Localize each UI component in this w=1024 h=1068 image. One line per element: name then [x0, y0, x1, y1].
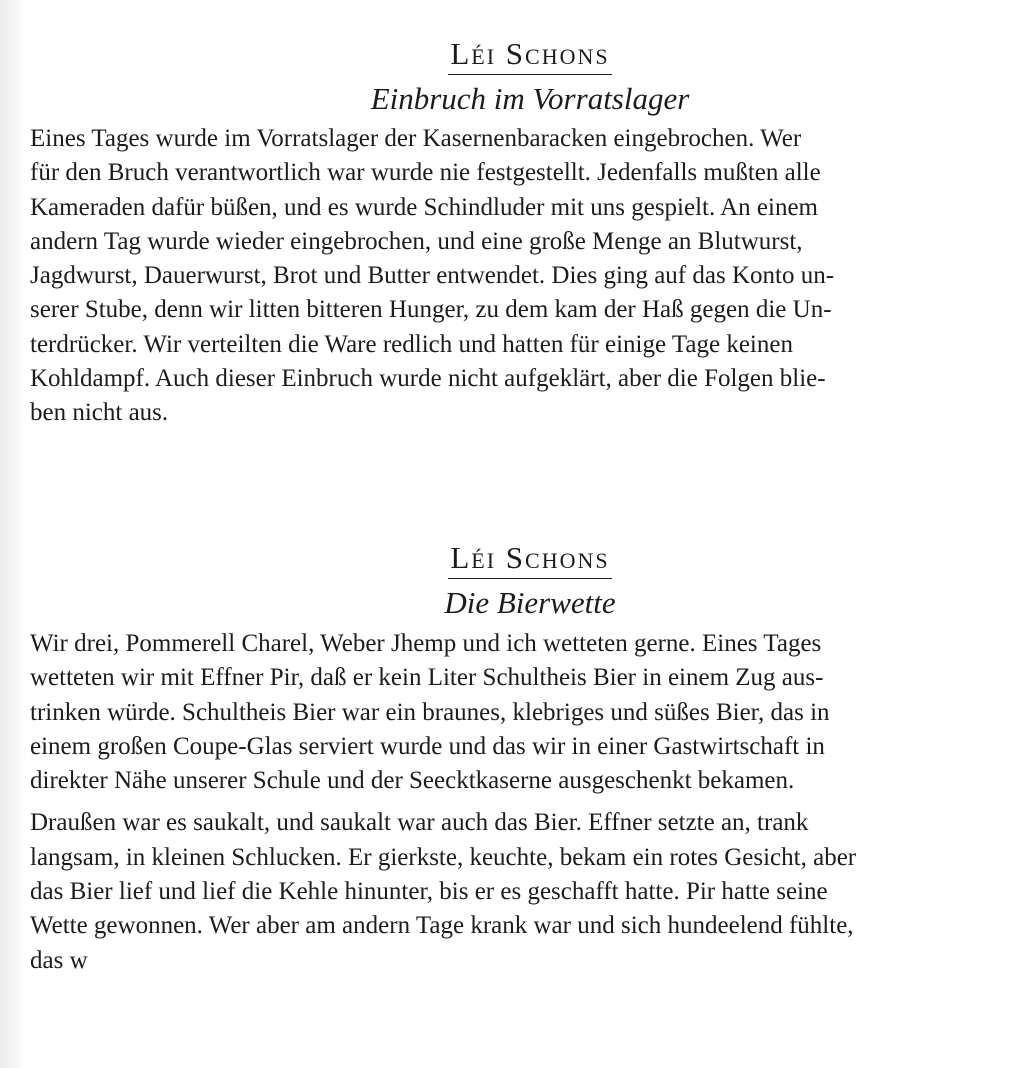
text-line: ben nicht aus. — [30, 399, 169, 427]
story-title: Einbruch im Vorratslager — [370, 81, 690, 116]
text-line: terdrücker. Wir verteilten die Ware redlich und hatten für einige Tage keinen — [30, 330, 793, 358]
text-line: das w — [30, 946, 88, 974]
text-line: trinken würde. Schultheis Bier war ein braunes, klebriges und süßes Bier, das in — [30, 698, 830, 726]
text-line: Eines Tages wurde im Vorratslager der Kasernenbaracken eingebrochen. Wer — [30, 125, 802, 152]
text-line: Kohldampf. Auch dieser Einbruch wurde nicht aufgeklärt, aber die Folgen blie- — [30, 365, 826, 393]
story-einbruch — [30, 36, 1024, 431]
story-paragraph — [30, 806, 1024, 977]
text-line: langsam, in kleinen Schlucken. Er gierkste, keuchte, bekam ein rotes Gesicht, aber — [30, 843, 857, 871]
text-line: serer Stube, denn wir litten bitteren Hunger, zu dem kam der Haß gegen die Un- — [30, 296, 832, 324]
text-line: Jagdwurst, Dauerwurst, Brot und Butter entwendet. Dies ging auf das Konto un- — [30, 262, 835, 290]
page-edge-shadow — [0, 0, 26, 1068]
story-bierwette — [30, 540, 1024, 978]
story-paragraph — [30, 122, 1024, 431]
text-line: einem großen Coupe-Glas serviert wurde und das wir in einer Gastwirtschaft in — [30, 732, 825, 760]
text-line: wetteten wir mit Effner Pir, daß er kein Liter Schultheis Bier in einem Zug aus- — [30, 664, 824, 692]
story-author — [30, 36, 1024, 75]
text-line: Wette gewonnen. Wer aber am andern Tage krank war und sich hundeelend fühlte, — [30, 912, 854, 940]
text-line: das Bier lief und lief die Kehle hinunter, bis er es geschafft hatte. Pir hatte seine — [30, 878, 828, 906]
story-title: Die Bierwette — [444, 585, 616, 620]
story-author — [30, 540, 1024, 579]
text-line: Wir drei, Pommerell Charel, Weber Jhemp und ich wetteten gerne. Eines Tages — [30, 630, 822, 657]
text-line: andern Tag wurde wieder eingebrochen, und eine große Menge an Blutwurst, — [30, 227, 803, 255]
text-line: für den Bruch verantwortlich war wurde nie festgestellt. Jedenfalls mußten alle — [30, 159, 821, 187]
author-name: Léi Schons — [448, 540, 611, 579]
story-paragraph — [30, 627, 1024, 798]
author-name: Léi Schons — [448, 36, 611, 75]
text-line: direkter Nähe unserer Schule und der Seecktkaserne ausgeschenkt bekamen. — [30, 767, 795, 795]
text-line: Draußen war es saukalt, und saukalt war auch das Bier. Effner setzte an, trank — [30, 809, 809, 837]
text-line: Kameraden dafür büßen, und es wurde Schindluder mit uns gespielt. An einem — [30, 193, 819, 221]
